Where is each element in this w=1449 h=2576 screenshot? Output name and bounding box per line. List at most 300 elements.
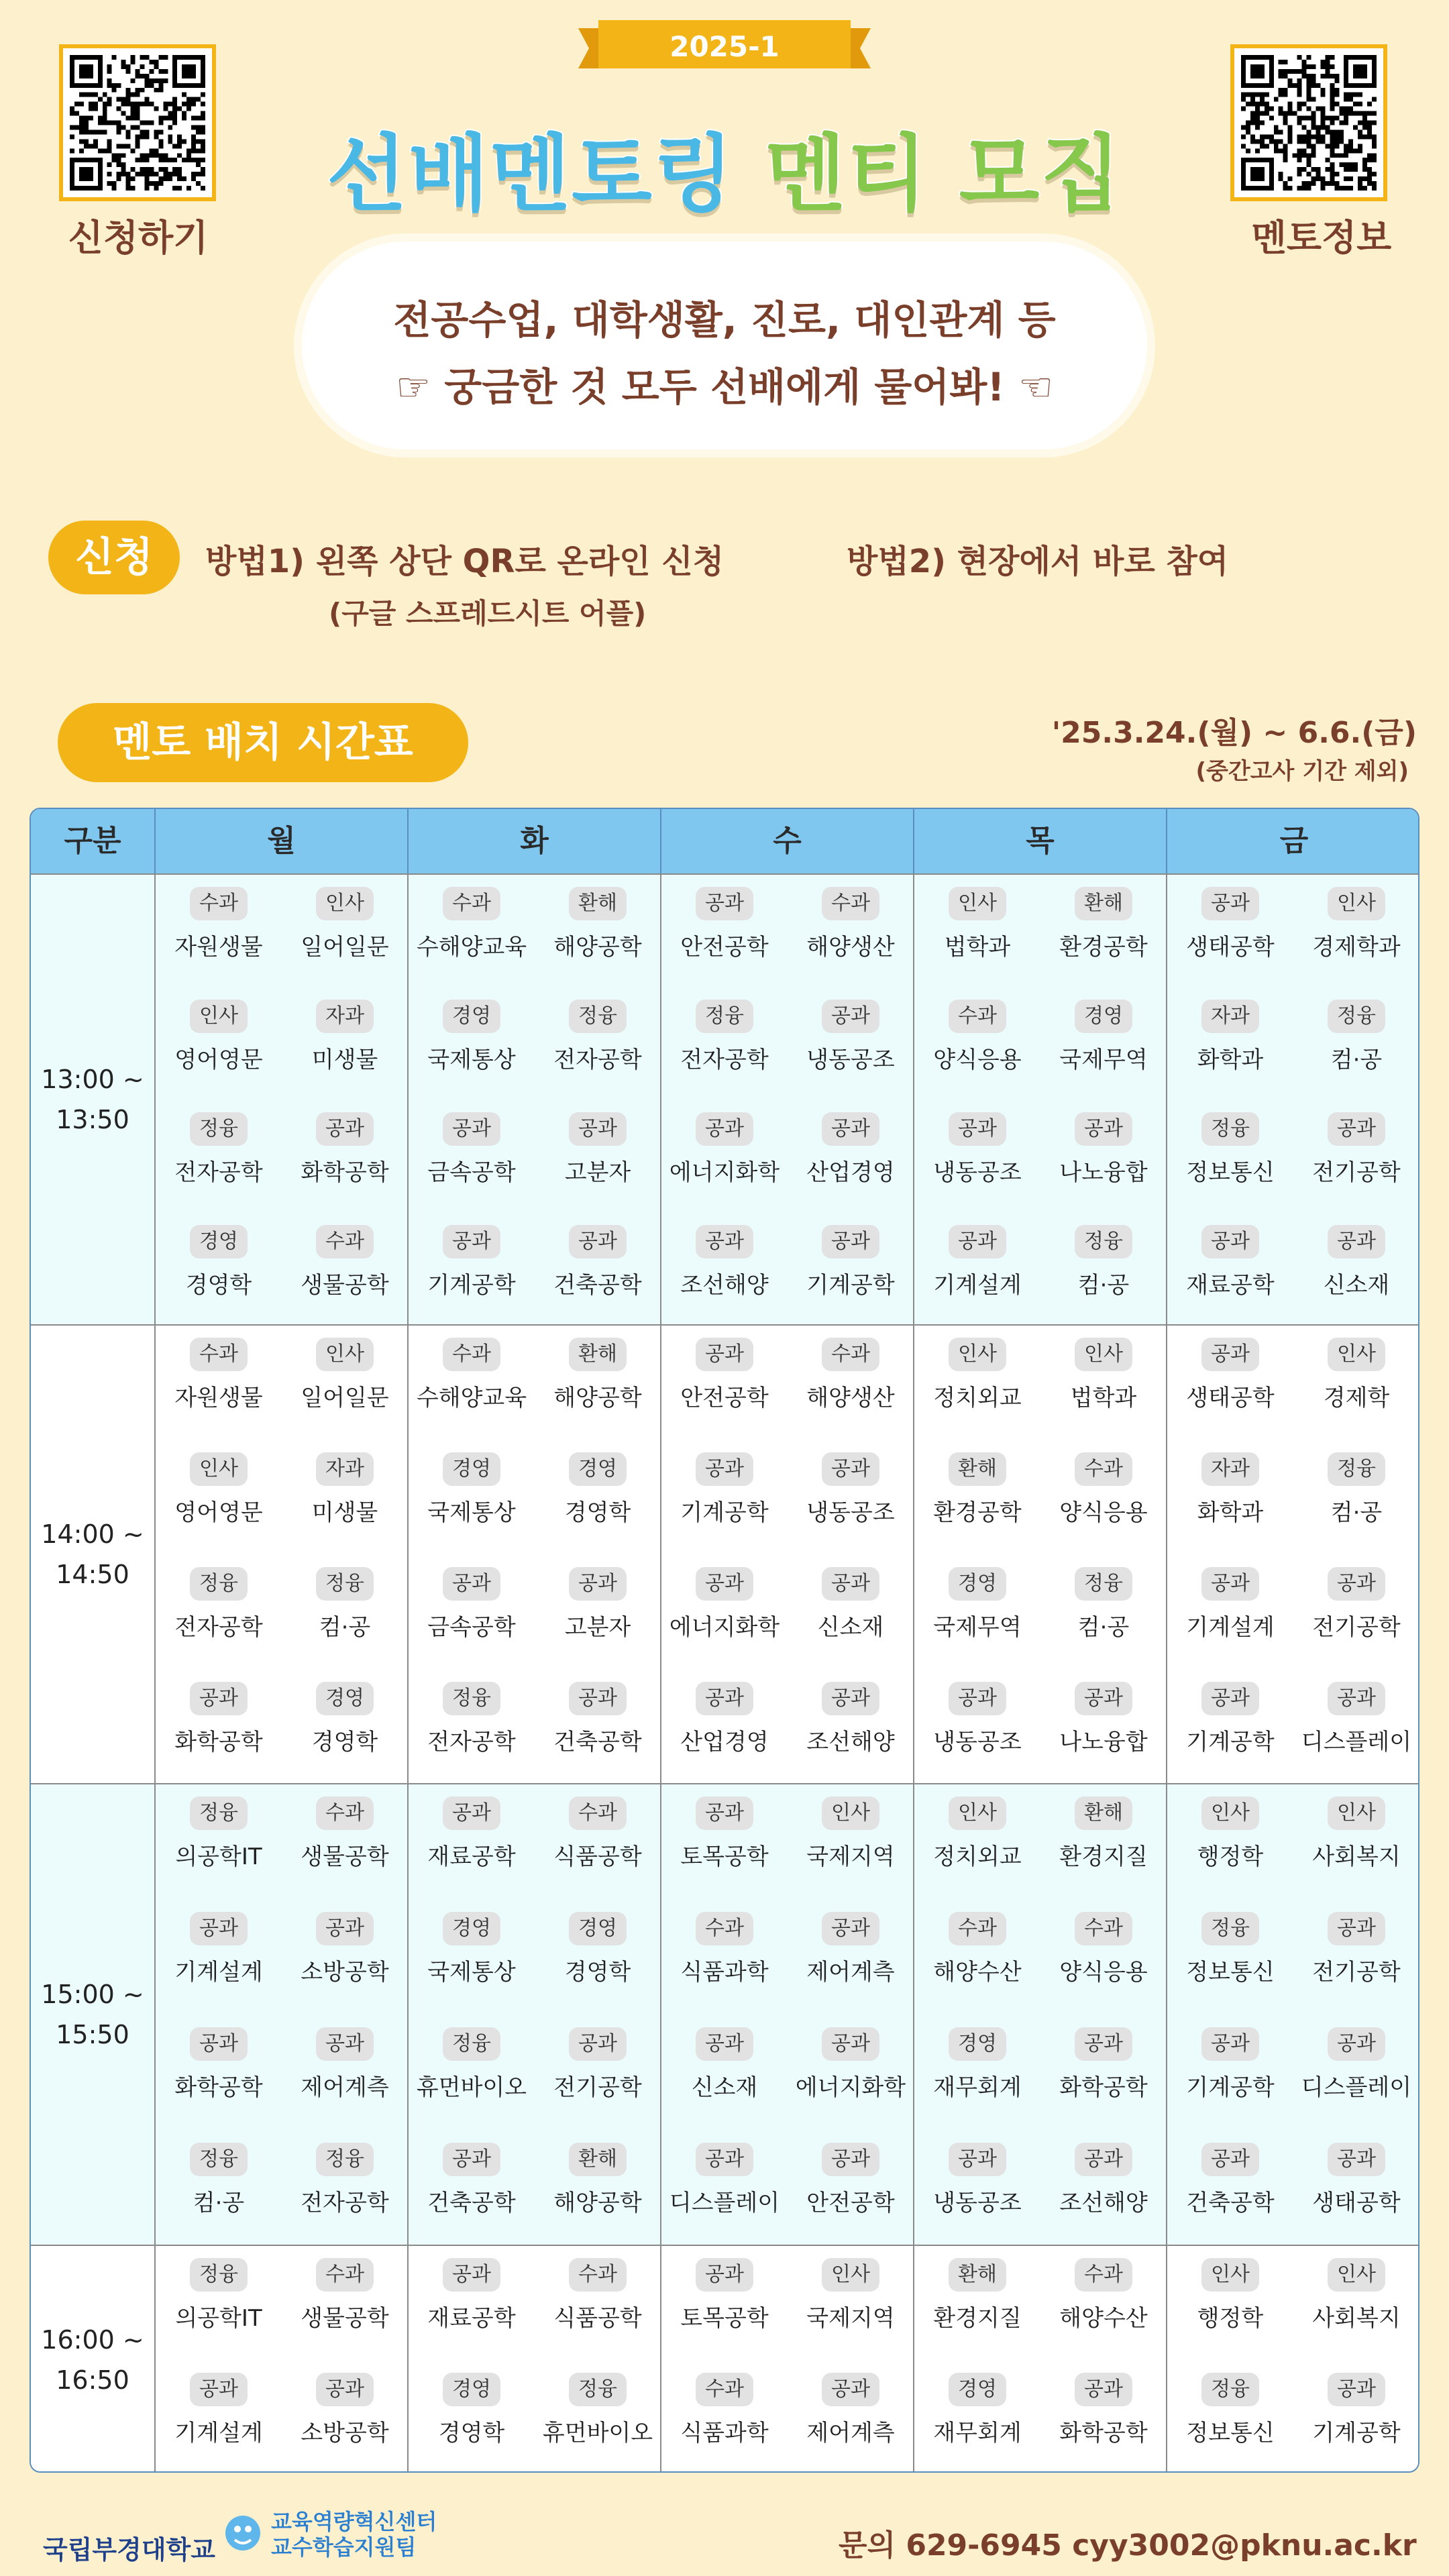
mentor-entry <box>1167 887 1293 961</box>
college-tag: 공과 <box>1075 2373 1132 2406</box>
college-tag: 경영 <box>190 1225 248 1258</box>
mentor-entry <box>788 1567 914 1642</box>
department-name: 화학과 <box>1197 1046 1264 1073</box>
mentor-entry <box>1167 1796 1293 1871</box>
mentor-entry <box>156 1225 282 1299</box>
mentor-entry <box>156 1567 282 1642</box>
college-tag: 인사 <box>1328 2258 1385 2292</box>
mentor-entry <box>1040 1682 1167 1756</box>
mentor-entry <box>282 1912 408 1986</box>
college-tag: 인사 <box>1201 1796 1259 1830</box>
department-name: 일어일문 <box>301 934 389 961</box>
department-name: 나노융합 <box>1059 1729 1148 1756</box>
department-name: 소방공학 <box>301 1959 389 1986</box>
mentor-entry <box>409 1912 535 1986</box>
mentor-entry <box>1167 1912 1293 1986</box>
department-name: 건축공학 <box>1186 2190 1275 2216</box>
department-name: 경영학 <box>564 1959 631 1986</box>
apply-method-1-note: (구글 스프레드시트 어플) <box>329 597 647 630</box>
college-tag: 수과 <box>822 887 879 920</box>
department-name: 양식응용 <box>1059 1959 1148 1986</box>
mentor-entry <box>535 1567 661 1642</box>
mentor-entry <box>661 1796 788 1871</box>
mentor-entry <box>1293 1912 1419 1986</box>
college-tag: 공과 <box>696 2027 753 2061</box>
department-name: 영어영문 <box>174 1046 263 1073</box>
department-name: 법학과 <box>944 934 1011 961</box>
department-name: 컴·공 <box>319 1614 371 1641</box>
mentor-entry <box>788 1225 914 1299</box>
department-name: 디스플레이 <box>1301 1729 1412 1756</box>
college-tag: 환해 <box>569 2143 627 2176</box>
department-name: 전자공학 <box>553 1046 642 1073</box>
college-tag: 수과 <box>1075 1912 1132 1945</box>
department-name: 국제무역 <box>933 1614 1022 1641</box>
department-name: 기계공학 <box>1312 2420 1401 2447</box>
mentor-entry <box>409 2373 535 2447</box>
college-tag: 공과 <box>822 1682 879 1715</box>
department-name: 전기공학 <box>1312 1959 1401 1986</box>
department-name: 정치외교 <box>933 1385 1022 1411</box>
department-name: 제어계측 <box>301 2074 389 2101</box>
department-name: 제어계측 <box>806 1959 895 1986</box>
mentor-entry <box>156 1338 282 1412</box>
department-name: 수해양교육 <box>416 1385 527 1411</box>
mentor-entry <box>535 1000 661 1074</box>
mentor-entry <box>282 1452 408 1527</box>
department-name: 컴·공 <box>1330 1046 1383 1073</box>
college-tag: 수과 <box>569 2258 627 2292</box>
department-name: 자원생물 <box>174 1385 263 1411</box>
department-name: 국제지역 <box>806 2305 895 2332</box>
department-name: 해양공학 <box>553 934 642 961</box>
mentor-entry <box>1293 1338 1419 1412</box>
department-name: 디스플레이 <box>1301 2074 1412 2101</box>
department-name: 화학공학 <box>1059 2420 1148 2447</box>
college-tag: 공과 <box>696 1452 753 1486</box>
mentor-entry <box>914 1225 1040 1299</box>
college-tag: 공과 <box>1328 1682 1385 1715</box>
department-name: 미생물 <box>311 1046 378 1073</box>
mentor-entry <box>914 1000 1040 1074</box>
department-name: 기계공학 <box>806 1272 895 1299</box>
mentor-entry <box>535 1112 661 1187</box>
mentor-entry <box>156 2258 282 2332</box>
college-tag: 인사 <box>1328 1338 1385 1371</box>
mentor-entry <box>409 1452 535 1527</box>
time-slot-label: 16:00 ~ 16:50 <box>31 2246 156 2473</box>
college-tag: 공과 <box>1075 1682 1132 1715</box>
department-name: 해양공학 <box>553 2190 642 2216</box>
mentor-entry <box>914 2143 1040 2217</box>
department-name: 전기공학 <box>1312 1159 1401 1186</box>
department-name: 안전공학 <box>806 2190 895 2216</box>
mentor-entry <box>282 1338 408 1412</box>
mentor-entry <box>535 1796 661 1871</box>
mentor-entry <box>282 2143 408 2217</box>
college-tag: 공과 <box>1328 1912 1385 1945</box>
mentor-entry <box>788 2258 914 2332</box>
mentor-entry <box>788 1682 914 1756</box>
college-tag: 환해 <box>569 887 627 920</box>
mentor-entry <box>661 1682 788 1756</box>
day-cell <box>156 1784 409 2245</box>
department-name: 안전공학 <box>680 934 769 961</box>
schedule-period: '25.3.24.(월) ~ 6.6.(금) <box>1051 716 1417 750</box>
mentor-entry <box>788 2143 914 2217</box>
college-tag: 공과 <box>696 1796 753 1830</box>
department-name: 식품과학 <box>680 2420 769 2447</box>
day-cell <box>1167 875 1419 1324</box>
mentor-entry <box>661 1000 788 1074</box>
department-name: 조선해양 <box>1059 2190 1148 2216</box>
department-name: 식품공학 <box>553 2305 642 2332</box>
college-tag: 인사 <box>1201 2258 1259 2292</box>
department-name: 양식응용 <box>933 1046 1022 1073</box>
college-tag: 공과 <box>696 1112 753 1146</box>
time-slot-label: 15:00 ~ 15:50 <box>31 1784 156 2245</box>
college-tag: 수과 <box>1075 1452 1132 1486</box>
college-tag: 공과 <box>316 1912 374 1945</box>
college-tag: 인사 <box>822 1796 879 1830</box>
college-tag: 공과 <box>1328 2027 1385 2061</box>
mentor-info-qr-code[interactable] <box>1230 44 1387 201</box>
college-tag: 공과 <box>443 2258 500 2292</box>
college-tag: 공과 <box>1201 1682 1259 1715</box>
mentor-entry <box>1293 1452 1419 1527</box>
department-name: 냉동공조 <box>806 1046 895 1073</box>
college-tag: 공과 <box>569 1225 627 1258</box>
day-cell <box>661 1784 914 2245</box>
title-part-2: 멘티 모집 <box>765 126 1123 223</box>
department-name: 기계공학 <box>1186 1729 1275 1756</box>
college-tag: 수과 <box>443 1338 500 1371</box>
mentor-entry <box>156 1112 282 1187</box>
day-cell <box>914 1784 1167 2245</box>
college-tag: 공과 <box>696 2143 753 2176</box>
mentor-entry <box>282 1567 408 1642</box>
day-cell <box>661 1326 914 1783</box>
department-name: 에너지화학 <box>795 2074 906 2101</box>
department-name: 에너지화학 <box>669 1614 780 1641</box>
department-name: 일어일문 <box>301 1385 389 1411</box>
department-name: 전기공학 <box>1312 1614 1401 1641</box>
apply-method-2: 방법2) 현장에서 바로 참여 <box>847 543 1229 580</box>
department-name: 국제통상 <box>427 1046 516 1073</box>
college-tag: 환해 <box>1075 887 1132 920</box>
mentor-entry <box>1167 1452 1293 1527</box>
department-name: 화학공학 <box>174 1729 263 1756</box>
college-tag: 공과 <box>443 2143 500 2176</box>
college-tag: 공과 <box>822 1225 879 1258</box>
department-name: 정보통신 <box>1186 1959 1275 1986</box>
department-name: 생태공학 <box>1312 2190 1401 2216</box>
mentor-entry <box>1040 2027 1167 2102</box>
department-name: 사회복지 <box>1312 1843 1401 1870</box>
department-name: 휴먼바이오 <box>416 2074 527 2101</box>
mentor-entry <box>282 1682 408 1756</box>
mentor-entry <box>1293 2143 1419 2217</box>
college-tag: 경영 <box>443 1000 500 1033</box>
college-tag: 공과 <box>190 1912 248 1945</box>
college-tag: 공과 <box>822 1452 879 1486</box>
mentor-entry <box>1293 1796 1419 1871</box>
column-header-category: 구분 <box>31 809 156 873</box>
mentor-entry <box>661 2258 788 2332</box>
college-tag: 공과 <box>1201 2027 1259 2061</box>
department-name: 건축공학 <box>553 1729 642 1756</box>
department-name: 자원생물 <box>174 934 263 961</box>
table-header <box>31 809 1418 873</box>
department-name: 경영학 <box>438 2420 505 2447</box>
mentor-entry <box>1293 1567 1419 1642</box>
college-tag: 공과 <box>1328 1567 1385 1601</box>
college-tag: 정융 <box>190 2258 248 2292</box>
department-name: 안전공학 <box>680 1385 769 1411</box>
department-name: 토목공학 <box>680 2305 769 2332</box>
mentor-entry <box>788 1000 914 1074</box>
mentor-entry <box>661 1112 788 1187</box>
mentor-entry <box>535 2027 661 2102</box>
college-tag: 정융 <box>1201 2373 1259 2406</box>
college-tag: 환해 <box>949 1452 1006 1486</box>
mentor-entry <box>1293 2373 1419 2447</box>
college-tag: 정융 <box>569 2373 627 2406</box>
day-cell <box>661 875 914 1324</box>
college-tag: 공과 <box>316 2373 374 2406</box>
mentor-entry <box>914 1912 1040 1986</box>
mentor-entry <box>282 1796 408 1871</box>
mentor-entry <box>1167 1000 1293 1074</box>
college-tag: 공과 <box>569 1112 627 1146</box>
department-name: 국제통상 <box>427 1499 516 1526</box>
title-part-1: 선배멘토링 <box>326 126 735 223</box>
college-tag: 인사 <box>190 1452 248 1486</box>
department-name: 건축공학 <box>427 2190 516 2216</box>
college-tag: 공과 <box>822 2027 879 2061</box>
college-tag: 수과 <box>949 1000 1006 1033</box>
day-cell <box>914 1326 1167 1783</box>
department-name: 미생물 <box>311 1499 378 1526</box>
mentor-entry <box>661 887 788 961</box>
department-name: 전자공학 <box>680 1046 769 1073</box>
mentor-entry <box>156 1000 282 1074</box>
time-slot-row <box>31 2245 1418 2473</box>
department-name: 생물공학 <box>301 1272 389 1299</box>
college-tag: 경영 <box>569 1452 627 1486</box>
department-name: 신소재 <box>691 2074 758 2101</box>
contact-info: 문의 629-6945 cyy3002@pknu.ac.kr <box>839 2528 1417 2563</box>
college-tag: 공과 <box>1201 1225 1259 1258</box>
mentor-entry <box>914 2027 1040 2102</box>
department-name: 건축공학 <box>553 1272 642 1299</box>
college-tag: 공과 <box>696 1225 753 1258</box>
college-tag: 인사 <box>190 1000 248 1033</box>
department-name: 기계공학 <box>1186 2074 1275 2101</box>
department-name: 컴·공 <box>1330 1499 1383 1526</box>
day-cell <box>156 875 409 1324</box>
department-name: 법학과 <box>1070 1385 1137 1411</box>
mentor-entry <box>1040 1338 1167 1412</box>
mentor-entry <box>1293 1682 1419 1756</box>
college-tag: 공과 <box>949 1682 1006 1715</box>
college-tag: 자과 <box>1201 1452 1259 1486</box>
mentor-entry <box>1040 1000 1167 1074</box>
department-name: 컴·공 <box>1077 1614 1130 1641</box>
mentor-entry <box>661 1338 788 1412</box>
college-tag: 수과 <box>316 1225 374 1258</box>
day-cell <box>409 875 661 1324</box>
college-tag: 공과 <box>822 2143 879 2176</box>
department-name: 냉동공조 <box>933 1729 1022 1756</box>
mentor-entry <box>535 1682 661 1756</box>
department-name: 경제학과 <box>1312 934 1401 961</box>
department-name: 경영학 <box>311 1729 378 1756</box>
college-tag: 공과 <box>822 1000 879 1033</box>
mentor-entry <box>914 887 1040 961</box>
college-tag: 공과 <box>822 1112 879 1146</box>
mentor-entry <box>788 1112 914 1187</box>
mentor-entry <box>661 1452 788 1527</box>
mentor-entry <box>661 1225 788 1299</box>
department-name: 재료공학 <box>1186 1272 1275 1299</box>
college-tag: 정융 <box>1201 1112 1259 1146</box>
college-tag: 공과 <box>1328 2373 1385 2406</box>
college-tag: 수과 <box>190 887 248 920</box>
college-tag: 경영 <box>949 1567 1006 1601</box>
center-name <box>271 2509 437 2560</box>
department-name: 생태공학 <box>1186 934 1275 961</box>
college-tag: 정융 <box>316 2143 374 2176</box>
mentor-entry <box>282 887 408 961</box>
college-tag: 공과 <box>1201 887 1259 920</box>
college-tag: 정융 <box>190 1567 248 1601</box>
qr-code-icon <box>70 55 205 191</box>
department-name: 정보통신 <box>1186 2420 1275 2447</box>
college-tag: 정융 <box>696 1000 753 1033</box>
college-tag: 정융 <box>1328 1000 1385 1033</box>
college-tag: 경영 <box>949 2027 1006 2061</box>
college-tag: 공과 <box>443 1112 500 1146</box>
department-name: 금속공학 <box>427 1614 516 1641</box>
mentor-info-qr-label: 멘토정보 <box>1251 217 1392 259</box>
mentor-entry <box>156 1452 282 1527</box>
college-tag: 수과 <box>949 1912 1006 1945</box>
department-name: 영어영문 <box>174 1499 263 1526</box>
college-tag: 공과 <box>949 1225 1006 1258</box>
college-tag: 자과 <box>1201 1000 1259 1033</box>
college-tag: 환해 <box>569 1338 627 1371</box>
department-name: 나노융합 <box>1059 1159 1148 1186</box>
department-name: 휴먼바이오 <box>542 2420 653 2447</box>
mentor-entry <box>661 1567 788 1642</box>
department-name: 금속공학 <box>427 1159 516 1186</box>
department-name: 화학공학 <box>174 2074 263 2101</box>
mentor-entry <box>156 887 282 961</box>
department-name: 신소재 <box>1323 1272 1390 1299</box>
department-name: 해양생산 <box>806 934 895 961</box>
college-tag: 수과 <box>696 2373 753 2406</box>
department-name: 환경지질 <box>933 2305 1022 2332</box>
mentor-entry <box>1167 2143 1293 2217</box>
department-name: 고분자 <box>564 1614 631 1641</box>
mentor-entry <box>1293 2258 1419 2332</box>
year-label: 2025-1 <box>669 30 780 63</box>
mentor-entry <box>409 1682 535 1756</box>
department-name: 재무회계 <box>933 2420 1022 2447</box>
mentor-entry <box>1167 1567 1293 1642</box>
day-cell <box>409 1326 661 1783</box>
college-tag: 수과 <box>443 887 500 920</box>
college-tag: 경영 <box>443 1912 500 1945</box>
department-name: 재료공학 <box>427 2305 516 2332</box>
department-name: 소방공학 <box>301 2420 389 2447</box>
department-name: 행정학 <box>1197 1843 1264 1870</box>
column-header-day: 수 <box>661 809 914 873</box>
mentor-entry <box>1293 1112 1419 1187</box>
department-name: 컴·공 <box>193 2190 245 2216</box>
mentor-entry <box>1040 1225 1167 1299</box>
column-header-day: 화 <box>409 809 661 873</box>
department-name: 화학공학 <box>301 1159 389 1186</box>
college-tag: 공과 <box>190 2027 248 2061</box>
college-tag: 인사 <box>316 1338 374 1371</box>
college-tag: 정융 <box>569 1000 627 1033</box>
mentor-entry <box>914 2373 1040 2447</box>
department-name: 생태공학 <box>1186 1385 1275 1411</box>
college-tag: 공과 <box>569 1682 627 1715</box>
day-cell <box>1167 1326 1419 1783</box>
mentor-entry <box>282 2258 408 2332</box>
department-name: 재무회계 <box>933 2074 1022 2101</box>
college-tag: 정융 <box>443 1682 500 1715</box>
mentor-entry <box>1040 2143 1167 2217</box>
department-name: 의공학IT <box>175 2305 262 2332</box>
department-name: 기계설계 <box>1186 1614 1275 1641</box>
college-tag: 공과 <box>1075 1112 1132 1146</box>
day-cell <box>156 2246 409 2473</box>
day-cell <box>1167 2246 1419 2473</box>
mentor-entry <box>1293 1225 1419 1299</box>
mentor-entry <box>914 1112 1040 1187</box>
department-name: 정보통신 <box>1186 1159 1275 1186</box>
mentor-entry <box>1293 2027 1419 2102</box>
college-tag: 공과 <box>1201 1338 1259 1371</box>
mentor-entry <box>1293 1000 1419 1074</box>
mentor-entry <box>535 2143 661 2217</box>
apply-qr-code[interactable] <box>59 44 216 201</box>
mentor-entry <box>914 1338 1040 1412</box>
mentor-entry <box>409 1000 535 1074</box>
college-tag: 공과 <box>316 1112 374 1146</box>
mentor-entry <box>914 1682 1040 1756</box>
mentor-entry <box>156 1912 282 1986</box>
mentor-entry <box>661 2027 788 2102</box>
mentor-entry <box>788 887 914 961</box>
department-name: 환경공학 <box>933 1499 1022 1526</box>
college-tag: 공과 <box>696 1682 753 1715</box>
day-cell <box>661 2246 914 2473</box>
department-name: 재료공학 <box>427 1843 516 1870</box>
college-tag: 경영 <box>949 2373 1006 2406</box>
department-name: 국제무역 <box>1059 1046 1148 1073</box>
college-tag: 공과 <box>822 2373 879 2406</box>
mentor-entry <box>535 2373 661 2447</box>
mentor-entry <box>535 1912 661 1986</box>
mentor-entry <box>409 887 535 961</box>
mentor-entry <box>409 1225 535 1299</box>
college-tag: 공과 <box>569 2027 627 2061</box>
